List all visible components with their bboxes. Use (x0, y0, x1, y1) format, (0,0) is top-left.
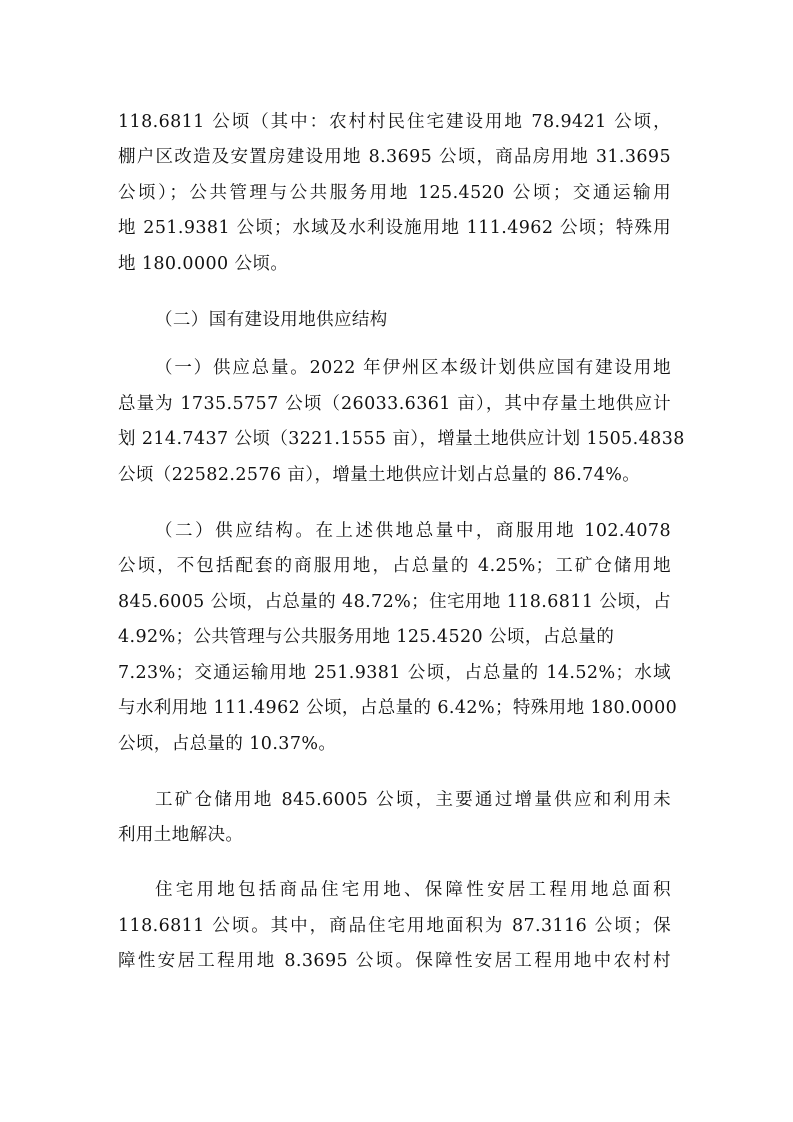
text-line: 845.6005 公顷，占总量的 48.72%；住宅用地 118.6811 公顷，占 (118, 592, 671, 612)
text-line: 障性安居工程用地 8.3695 公顷。保障性安居工程用地中农村村 (118, 951, 671, 971)
text-line: 利用土地解决。 (118, 825, 244, 845)
text-line: （一）供应总量。2022 年伊州区本级计划供应国有建设用地 (155, 358, 671, 378)
text-line: 7.23%；交通运输用地 251.9381 公顷，占总量的 14.52%；水域 (118, 663, 671, 683)
text-line: 公顷，不包括配套的商服用地，占总量的 4.25%；工矿仓储用地 (118, 556, 671, 576)
text-line: 划 214.7437 公顷（3221.1555 亩），增量土地供应计划 1505.4838 (118, 429, 685, 449)
text-line: 地 251.9381 公顷；水域及水利设施用地 111.4962 公顷；特殊用 (118, 218, 671, 238)
text-line: 住宅用地包括商品住宅用地、保障性安居工程用地总面积 (155, 880, 671, 900)
text-line: 地 180.0000 公顷。 (118, 254, 289, 274)
text-line: 公顷，占总量的 10.37%。 (118, 734, 337, 754)
text-line: 公顷）；公共管理与公共服务用地 125.4520 公顷；交通运输用 (118, 183, 671, 203)
text-line: 118.6811 公顷。其中，商品住宅用地面积为 87.3116 公顷；保 (118, 916, 671, 936)
text-line: 棚户区改造及安置房建设用地 8.3695 公顷，商品房用地 31.3695 (118, 147, 671, 167)
text-line: 公顷（22582.2576 亩），增量土地供应计划占总量的 86.74%。 (118, 465, 641, 485)
text-line: （二）供应结构。在上述供地总量中，商服用地 102.4078 (155, 521, 671, 541)
text-line: 工矿仓储用地 845.6005 公顷，主要通过增量供应和利用未 (155, 790, 671, 810)
text-line: 4.92%；公共管理与公共服务用地 125.4520 公顷，占总量的 (118, 627, 615, 647)
text-line: 总量为 1735.5757 公顷（26033.6361 亩），其中存量土地供应计 (118, 394, 671, 414)
text-line: 与水利用地 111.4962 公顷，占总量的 6.42%；特殊用地 180.0000 (118, 698, 678, 718)
text-line: 118.6811 公顷（其中：农村村民住宅建设用地 78.9421 公顷， (118, 112, 671, 132)
section-heading: （二）国有建设用地供应结构 (155, 310, 388, 330)
